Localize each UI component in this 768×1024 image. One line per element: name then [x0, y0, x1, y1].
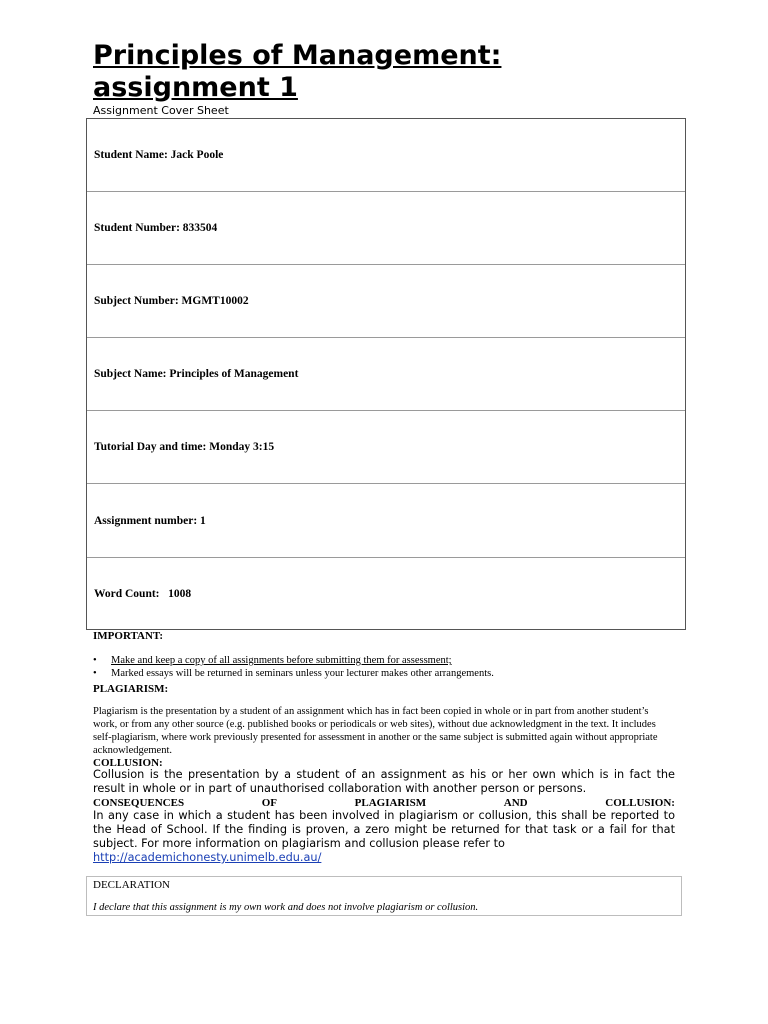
- declaration-box: [86, 876, 682, 916]
- tutorial-time-label: Tutorial Day and time: Monday 3:15: [94, 441, 275, 454]
- subject-number-label: Subject Number: MGMT10002: [94, 295, 249, 308]
- assignment-number-row: [87, 484, 685, 557]
- student-number-row: [87, 192, 685, 265]
- declaration-title: DECLARATION: [93, 879, 170, 891]
- list-item: • Make and keep a copy of all assignments before submitting them for assessment;: [93, 655, 452, 666]
- collusion-text: Collusion is the presentation by a student of an assignment as his or her own which is in fact the result in whole or in part of unauthorised collaboration with another person or persons.: [93, 768, 675, 795]
- important-list: [93, 654, 693, 680]
- document-subtitle: Assignment Cover Sheet: [93, 104, 229, 117]
- subject-number-row: [87, 265, 685, 338]
- student-name-row: [87, 119, 685, 192]
- assignment-number-label: Assignment number: 1: [94, 514, 206, 527]
- student-number-label: Student Number: 833504: [94, 222, 218, 235]
- student-name-label: Student Name: Jack Poole: [94, 149, 224, 162]
- academic-honesty-link[interactable]: http://academichonesty.unimelb.edu.au/: [93, 851, 322, 864]
- bullet-icon: •: [93, 655, 97, 666]
- important-heading: IMPORTANT:: [93, 630, 164, 642]
- subject-name-row: [87, 338, 685, 411]
- word-count-row: [87, 558, 685, 631]
- word-count-label: Word Count: 1008: [94, 588, 192, 601]
- declaration-text: I declare that this assignment is my own work and does not involve plagiarism or collusion.: [93, 902, 479, 913]
- plagiarism-heading: PLAGIARISM:: [93, 683, 169, 695]
- cover-sheet-table: [86, 118, 686, 630]
- consequences-text: In any case in which a student has been involved in plagiarism or collusion, this shall be reported to the Head of School. If the finding is proven, a zero might be returned for that task or a fail for that subject. For more information on plagiarism and collusion please refer to: [93, 809, 675, 850]
- tutorial-time-row: [87, 411, 685, 484]
- plagiarism-text: Plagiarism is the presentation by a student of an assignment which has in fact been copied in whole or in part from another student’s work, or from any other source (e.g. published books or periodicals or web sites), without due acknowledgment in the text. It includes self-plagiarism, where work previously presented for assessment in another or the same subject is submitted again without appropriate acknowledgement.: [93, 706, 658, 756]
- subject-name-label: Subject Name: Principles of Management: [94, 368, 299, 381]
- bullet-icon: •: [93, 668, 97, 679]
- collusion-heading: COLLUSION:: [93, 757, 163, 769]
- consequences-heading: CONSEQUENCES OF PLAGIARISM AND COLLUSION:: [93, 797, 675, 809]
- document-title: Principles of Management: assignment 1: [93, 40, 502, 103]
- list-item: • Marked essays will be returned in seminars unless your lecturer makes other arrangements.: [93, 668, 494, 679]
